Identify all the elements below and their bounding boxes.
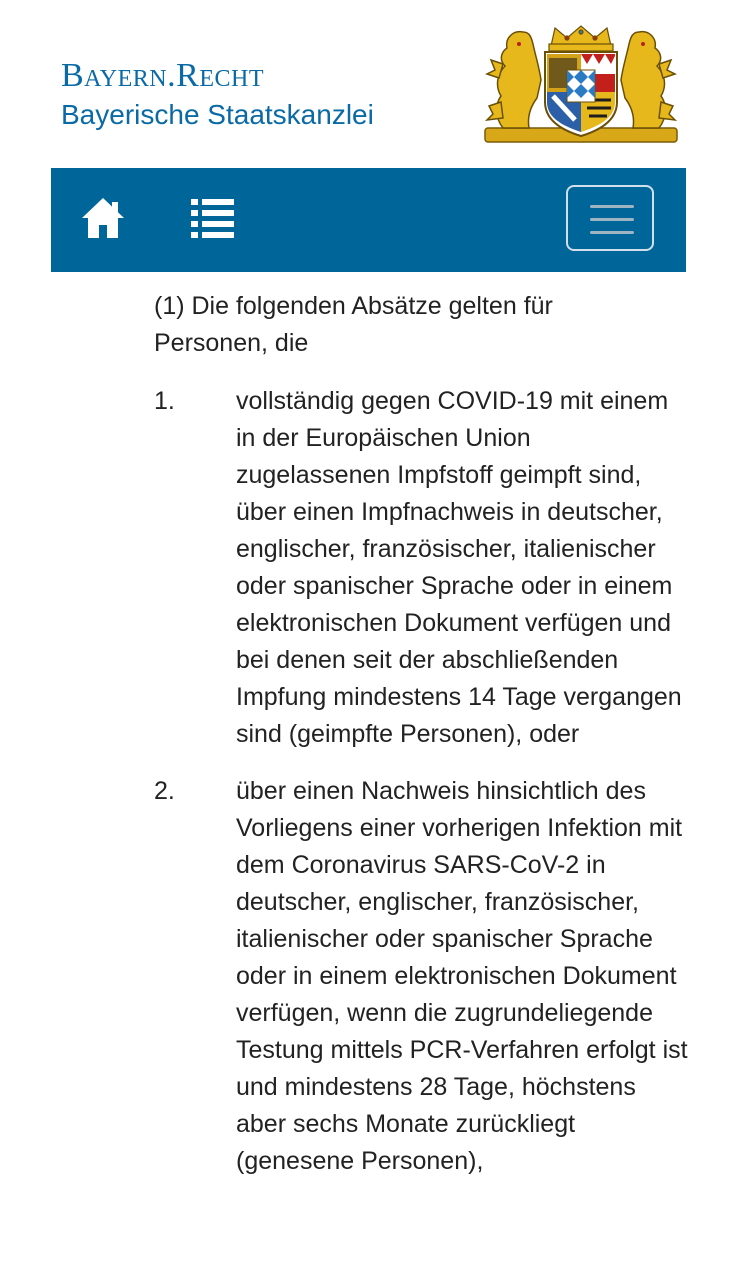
list-item (154, 383, 694, 753)
list-item-text: vollständig gegen COVID-19 mit einem in der Europäischen Union zugelassenen Impfstoff geimpft sind, über einen Impfnachweis in deutscher, englischer, französischer, italienischer oder spanischer Sprache oder in einem elektronischen Dokument verfügen und bei denen seit der abschließenden Impfung mindestens 14 Tage vergangen sind (geimpfte Personen), oder (236, 387, 682, 748)
main-navbar (51, 168, 686, 272)
hamburger-line (590, 231, 634, 234)
law-text (154, 288, 694, 1200)
list-item-text: über einen Nachweis hinsichtlich des Vorliegens einer vorherigen Infektion mit dem Coronavirus SARS-CoV-2 in deutscher, englischer, französischer, italienischer oder spanischer Sprache oder in einem elektronischen Dokument verfügen, wenn die zugrundeliegende Testung mittels PCR-Verfahren erfolgt ist und mindestens 28 Tage, höchstens aber sechs Monate zurückliegt (genesene Personen), (236, 777, 688, 1175)
site-header (51, 0, 686, 168)
home-icon[interactable] (79, 194, 127, 242)
brand-title: Bayern.Recht (61, 57, 264, 94)
list-item (154, 773, 694, 1180)
site-logo[interactable] (61, 56, 374, 132)
coat-of-arms-icon (483, 24, 679, 148)
brand-subtitle: Bayerische Staatskanzlei (61, 99, 374, 130)
paragraph-intro: (1) Die folgenden Absätze gelten für Personen, die (154, 292, 553, 357)
list-item-number: 2. (154, 777, 175, 805)
hamburger-menu-button[interactable] (566, 185, 654, 251)
hamburger-line (590, 205, 634, 208)
list-item-number: 1. (154, 387, 175, 415)
list-icon[interactable] (189, 194, 237, 242)
hamburger-line (590, 218, 634, 221)
